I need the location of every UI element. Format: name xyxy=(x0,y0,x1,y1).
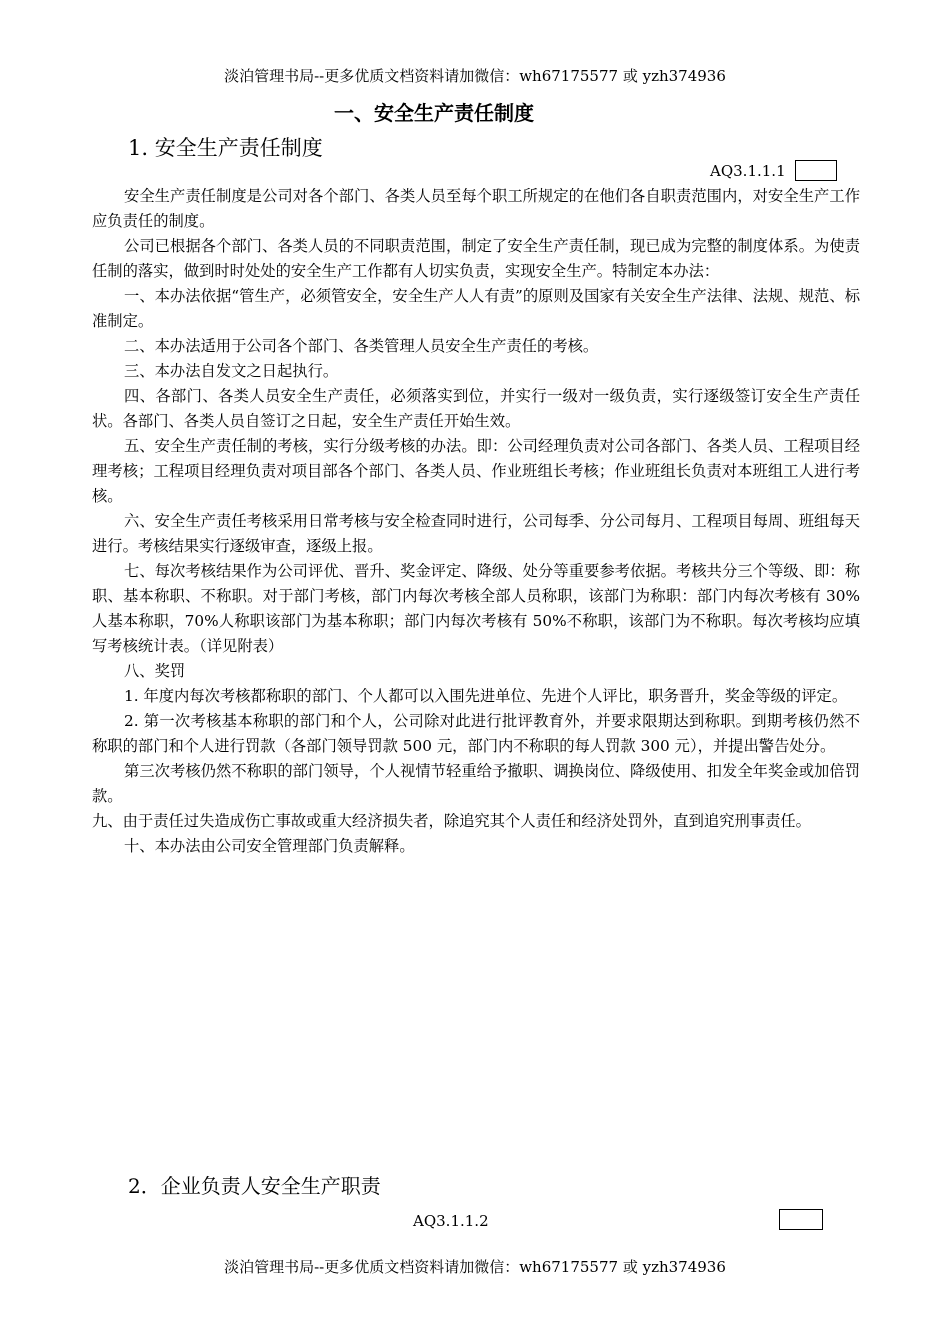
section-2-heading: 2．企业负责人安全生产职责 xyxy=(128,1174,381,1198)
paragraph: 七、每次考核结果作为公司评优、晋升、奖金评定、降级、处分等重要参考依据。考核共分三个等级、即：称职、基本称职、不称职。对于部门考核，部门内每次考核全部人员称职，该部门为称职：部门内每次考核有 30%人基本称职，70%人称职该部门为基本称职；部门内每次考核有 50%不称职，该部门为不称职。每次考核均应填写考核统计表。（详见附表） xyxy=(92,562,860,655)
paragraph: 八、奖罚 xyxy=(124,662,186,680)
paragraph: 九、由于责任过失造成伤亡事故或重大经济损失者，除追究其个人责任和经济处罚外，直到追究刑事责任。 xyxy=(92,812,811,830)
section-1-code-box xyxy=(795,160,837,181)
paragraph: 二、本办法适用于公司各个部门、各类管理人员安全生产责任的考核。 xyxy=(124,337,599,355)
section-2-code-box xyxy=(779,1209,823,1230)
paragraph: 第三次考核仍然不称职的部门领导，个人视情节轻重给予撤职、调换岗位、降级使用、扣发全年奖金或加倍罚款。 xyxy=(92,762,860,805)
section-1-code: AQ3.1.1.1 xyxy=(710,162,786,180)
page-title: 一、安全生产责任制度 xyxy=(334,101,534,125)
body-text xyxy=(92,184,860,859)
paragraph: 安全生产责任制度是公司对各个部门、各类人员至每个职工所规定的在他们各自职责范围内，对安全生产工作应负责任的制度。 xyxy=(92,187,860,230)
section-2-code: AQ3.1.1.2 xyxy=(413,1212,489,1230)
paragraph: 四、各部门、各类人员安全生产责任，必须落实到位，并实行一级对一级负责，实行逐级签订安全生产责任状。各部门、各类人员自签订之日起，安全生产责任开始生效。 xyxy=(92,387,860,430)
paragraph: 一、本办法依据“管生产，必须管安全，安全生产人人有责”的原则及国家有关安全生产法律、法规、规范、标准制定。 xyxy=(92,287,860,330)
section-1-heading: 1. 安全生产责任制度 xyxy=(128,136,323,160)
page-header: 淡泊管理书局--更多优质文档资料请加微信：wh67175577 或 yzh374936 xyxy=(224,67,726,85)
paragraph: 2. 第一次考核基本称职的部门和个人，公司除对此进行批评教育外，并要求限期达到称职。到期考核仍然不称职的部门和个人进行罚款（各部门领导罚款 500 元，部门内不称职的每人罚款 300 元），并提出警告处分。 xyxy=(92,712,860,755)
paragraph: 公司已根据各个部门、各类人员的不同职责范围，制定了安全生产责任制，现已成为完整的制度体系。为使责任制的落实，做到时时处处的安全生产工作都有人切实负责，实现安全生产。特制定本办法： xyxy=(92,237,860,280)
paragraph: 十、本办法由公司安全管理部门负责解释。 xyxy=(124,837,415,855)
paragraph: 五、安全生产责任制的考核，实行分级考核的办法。即：公司经理负责对公司各部门、各类人员、工程项目经理考核；工程项目经理负责对项目部各个部门、各类人员、作业班组长考核；作业班组长负责对本班组工人进行考核。 xyxy=(92,437,860,505)
paragraph: 1. 年度内每次考核都称职的部门、个人都可以入围先进单位、先进个人评比，职务晋升，奖金等级的评定。 xyxy=(124,687,848,705)
page-footer: 淡泊管理书局--更多优质文档资料请加微信：wh67175577 或 yzh374936 xyxy=(224,1258,726,1276)
paragraph: 六、安全生产责任考核采用日常考核与安全检查同时进行，公司每季、分公司每月、工程项目每周、班组每天进行。考核结果实行逐级审查，逐级上报。 xyxy=(92,512,860,555)
paragraph: 三、本办法自发文之日起执行。 xyxy=(124,362,339,380)
